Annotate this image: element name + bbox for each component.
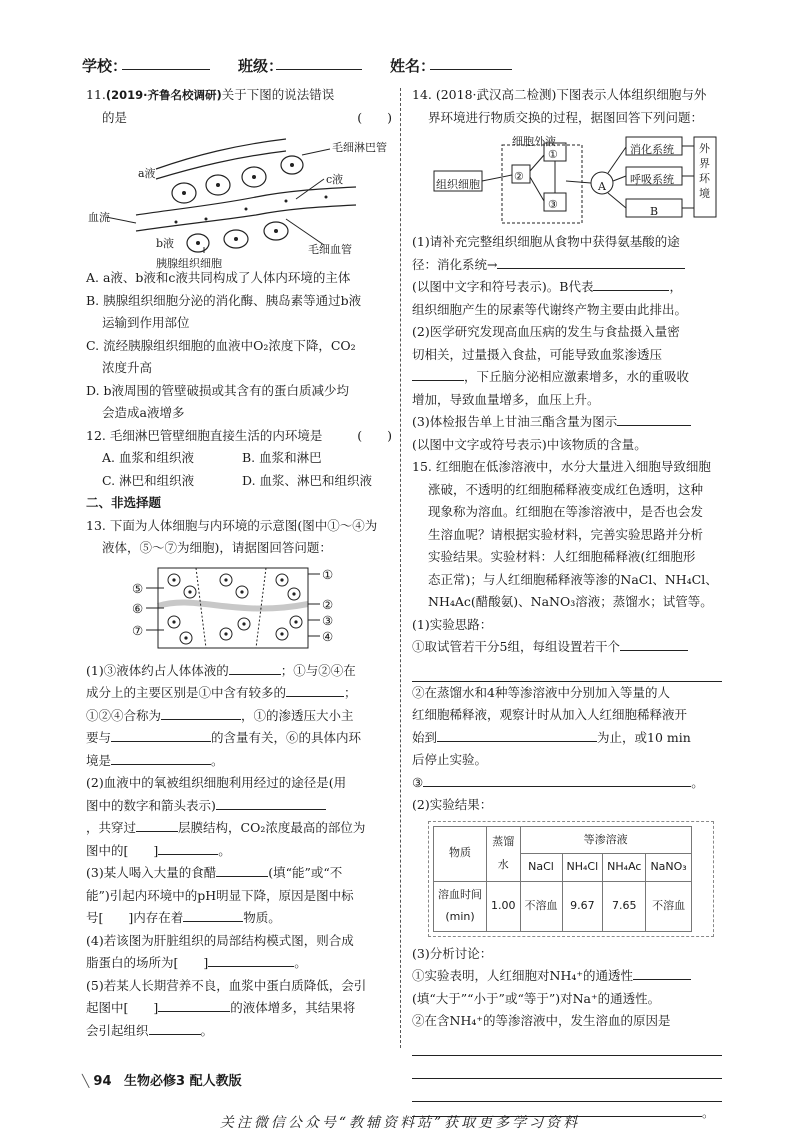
cell-nano3: 不溶血	[646, 881, 691, 931]
q11-figure	[86, 135, 392, 270]
label-capillary: 毛细血管	[308, 243, 352, 256]
q13-1-blank-c[interactable]	[161, 705, 241, 720]
q11-option-d[interactable]: D. b液周围的管壁破损或其含有的蛋白质减少均	[86, 382, 350, 398]
th-nh4cl: NH₄Cl	[562, 854, 603, 882]
label-pancreas-cell: 胰腺组织细胞	[156, 257, 222, 270]
label-environment: 外界环境	[699, 142, 710, 200]
label-6: ⑥	[132, 600, 144, 616]
q12-option-c[interactable]: C. 淋巴和组织液	[102, 472, 195, 488]
q14-figure	[412, 131, 722, 227]
q11-source: (2019·齐鲁名校调研)	[105, 88, 222, 102]
q14-3-blank[interactable]	[617, 411, 691, 426]
student-info-header	[0, 50, 800, 80]
label-5: ⑤	[132, 580, 144, 596]
q14-2-blank[interactable]	[412, 366, 464, 381]
q13-3-blank-a[interactable]	[216, 862, 268, 877]
answer-line-1[interactable]	[412, 1033, 722, 1056]
q11-stem: 11.(2019·齐鲁名校调研)关于下图的说法错误	[86, 87, 335, 102]
name-label: 姓名：	[390, 57, 436, 75]
results-table-frame	[428, 821, 714, 937]
cell-nacl: 不溶血	[520, 881, 562, 931]
class-label: 班级：	[238, 57, 284, 75]
th-water: 蒸馏 水	[487, 826, 521, 881]
q11-option-a[interactable]: A. a液、b液和c液共同构成了人体内环境的主体	[86, 270, 351, 285]
q12-answer-paren[interactable]: ( )	[357, 427, 392, 443]
q14-stem: 14. (2018·武汉高二检测)下图表示人体组织细胞与外	[412, 87, 707, 102]
label-lymph-capillary: 毛细淋巴管	[332, 141, 387, 154]
label-c-liquid: c液	[326, 173, 344, 186]
q13-3-blank-b[interactable]	[183, 907, 243, 922]
label-extracellular: 细胞外液	[512, 135, 556, 148]
page-number: 94	[93, 1074, 112, 1089]
q15-stem: 15. 红细胞在低渗溶液中，水分大量进入细胞导致细胞	[412, 459, 711, 474]
q15-1-blank-c[interactable]	[423, 772, 691, 787]
name-field[interactable]	[430, 69, 512, 70]
q11-option-c[interactable]: C. 流经胰腺组织细胞的血液中O₂浓度下降，CO₂	[86, 337, 356, 353]
label-3: ③	[548, 198, 558, 211]
label-1: ①	[548, 148, 558, 161]
q13-2-blank-path[interactable]	[216, 795, 326, 810]
column-divider	[400, 88, 401, 1048]
q13-5-blank-b[interactable]	[149, 1020, 201, 1035]
q13-figure	[86, 564, 392, 656]
q12-stem: 12. 毛细淋巴管壁细胞直接生活的内环境是 ( )	[86, 425, 392, 448]
q11-answer-paren[interactable]: ( )	[357, 109, 392, 125]
label-B: B	[650, 205, 659, 218]
q13-1-blank-d[interactable]	[111, 727, 211, 742]
q13-stem: 13. 下面为人体细胞与内环境的示意图(图中①～④为	[86, 517, 378, 533]
q13-2-blank-layers[interactable]	[136, 817, 178, 832]
label-2: ②	[514, 170, 524, 183]
q12-option-d[interactable]: D. 血浆、淋巴和组织液	[242, 472, 373, 488]
results-table	[433, 826, 692, 932]
label-respiratory: 呼吸系统	[630, 173, 674, 186]
label-a-liquid: a液	[138, 167, 156, 180]
cell-nh4cl: 9.67	[562, 881, 603, 931]
th-nh4ac: NH₄Ac	[603, 854, 646, 882]
q15-1-blank-b[interactable]	[437, 727, 597, 742]
label-tissue-cell: 组织细胞	[436, 178, 480, 191]
class-field[interactable]	[276, 69, 362, 70]
th-nano3: NaNO₃	[646, 854, 691, 882]
q11-option-b[interactable]: B. 胰腺组织细胞分泌的消化酶、胰岛素等通过b液	[86, 292, 362, 308]
handwritten-note: 关注微信公众号“教辅资料站”获取更多学习资料	[219, 1115, 581, 1131]
label-7: ⑦	[132, 622, 144, 638]
q13-2-blank-site[interactable]	[158, 840, 218, 855]
q12-option-b[interactable]: B. 血浆和淋巴	[242, 450, 322, 465]
answer-line-2[interactable]	[412, 1056, 722, 1079]
label-blood-flow: 血流	[88, 211, 110, 224]
q13-4-blank[interactable]	[208, 952, 294, 967]
answer-line-3[interactable]	[412, 1079, 722, 1102]
q13-1-blank-a[interactable]	[229, 660, 281, 675]
q13-1-blank-b[interactable]	[286, 682, 344, 697]
left-column: 11.(2019·齐鲁名校调研)关于下图的说法错误 的是 ( ) a液 毛细淋巴管 c液 血流 b液 毛细血管 胰腺组织细胞 A. a液、b液和c液共同构成了人体内环境的主体 B. 胰腺组织细胞分泌的消化酶、胰岛素等通过b液 运输到作用部位 C. 流经胰腺组织细胞的血液中O₂浓度下降，CO₂ 浓度升高 D. b液周围的管壁破损或其含有的蛋白质减少均 会造成a液增多 12. 毛细淋巴管壁细胞直接生活的内环境是 ( ) A. 血浆和组织液 B. 血浆和淋巴 C. 淋巴和组织液 D. 血浆、淋巴和组织液 二、非选择题 13. 下面为人体细胞与内环境的示意图(图中①～④为 液体，⑤～⑦为细胞)，请据图回答问题： ① ② ③ ④ ⑤ ⑥ ⑦ (1)③液体约占人体体液的 ；①与②④在 成分上的主要区别是①中含有较多的 ； ①②④合称为 ，①的渗透压大小主 要与 的含量有关，⑥的具体内环 境是 。 (2)血液中的氧被组织细胞利用经过的途径是(用 图中的数字和箭头表示) ，共穿过 层膜结构，CO₂浓度最高的部位为 图中的[ ] 。 (3)某人喝入大量的食醋 (填“能”或“不 能”)引起内环境中的pH明显下降，原因是图中标 号[ ]内存在着 物质。 (4)若该图为肝脏组织的局部结构模式图，则合成 脂蛋白的场所为[ ] 。 (5)若某人长期营养不良，血浆中蛋白质降低，会引 起图中[ ] 的液体增多，其结果将 会引起组织 。	[86, 84, 392, 1042]
label-4: ④	[322, 628, 334, 644]
q12-option-a[interactable]: A. 血浆和组织液	[102, 450, 194, 465]
th-substance: 物质	[434, 826, 487, 881]
page-footer: ╲ 94 生物必修3 配人教版	[82, 1074, 242, 1089]
label-2: ②	[322, 596, 334, 612]
q15-1-blank-a-cont[interactable]	[412, 659, 722, 682]
label-A: A	[598, 180, 606, 193]
right-column: 14. (2018·武汉高二检测)下图表示人体组织细胞与外 界环境进行物质交换的过程，据图回答下列问题： 细胞外液 组织细胞 ② ① ③ A 消化系统 呼吸系统 B 外界环境 (1)请补充完整组织细胞从食物中获得氨基酸的途 径：消化系统→ (以图中文字和符号表示)。B代表 ， 组织细胞产生的尿素等代谢终产物主要由此排出。 (2)医学研究发现高血压病的发生与食盐摄入量密 切相关，过量摄入食盐，可能导致血浆渗透压 ，下丘脑分泌相应激素增多，水的重吸收 增加，导致血量增多，血压上升。 (3)体检报告单上甘油三酯含量为图示 (以图中文字或符号表示)中该物质的含量。 15. 红细胞在低渗溶液中，水分大量进入细胞导致细胞 涨破，不透明的红细胞稀释液变成红色透明，这种 现象称为溶血。红细胞在等渗溶液中，是否也会发 生溶血呢？请根据实验材料，完善实验思路并分析 实验结果。实验材料：人红细胞稀释液(红细胞形 态正常)；与人红细胞稀释液等渗的NaCl、NH₄Cl、 NH₄Ac(醋酸氨)、NaNO₃溶液；蒸馏水；试管等。 (1)实验思路： ①取试管若干分5组，每组设置若干个 ②在蒸馏水和4种等渗溶液中分别加入等量的人 红细胞稀释液，观察计时从加入人红细胞稀释液开 始到 为止，或10 min 后停止实验。 ③ 。 (2)实验结果： 物质 蒸馏 水 等渗溶液 NaCl NH₄Cl NH₄Ac NaNO₃ 溶血时间 (min) 1.00 不溶血 9.67 7.65 不溶血 (3)分析讨论： ①实验表明，人红细胞对NH₄⁺的通透性 (填“大于”“小于”或“等于”)对Na⁺的通透性。 ②在含NH₄⁺的等渗溶液中，发生溶血的原因是 。	[412, 84, 722, 1124]
label-3: ③	[322, 612, 334, 628]
cell-nh4ac: 7.65	[603, 881, 646, 931]
q13-5-blank-a[interactable]	[158, 997, 230, 1012]
section-title: 二、非选择题	[86, 495, 162, 510]
label-b-liquid: b液	[156, 237, 175, 250]
label-1: ①	[322, 566, 334, 582]
th-isotonic: 等渗溶液	[520, 826, 691, 854]
q15-3-blank-a[interactable]	[633, 965, 691, 980]
row-label: 溶血时间 (min)	[434, 881, 487, 931]
th-nacl: NaCl	[520, 854, 562, 882]
q13-1-blank-e[interactable]	[111, 750, 211, 765]
school-label: 学校：	[82, 57, 128, 75]
school-field[interactable]	[122, 69, 210, 70]
label-digestive: 消化系统	[630, 143, 674, 156]
cell-water: 1.00	[487, 881, 521, 931]
q14-1-blank-path[interactable]	[497, 254, 685, 269]
book-title: 生物必修3 配人教版	[124, 1074, 242, 1089]
lymph-capillary-shape	[156, 139, 286, 179]
q15-1-blank-a[interactable]	[620, 636, 688, 651]
q14-1-blank-B[interactable]	[593, 276, 669, 291]
